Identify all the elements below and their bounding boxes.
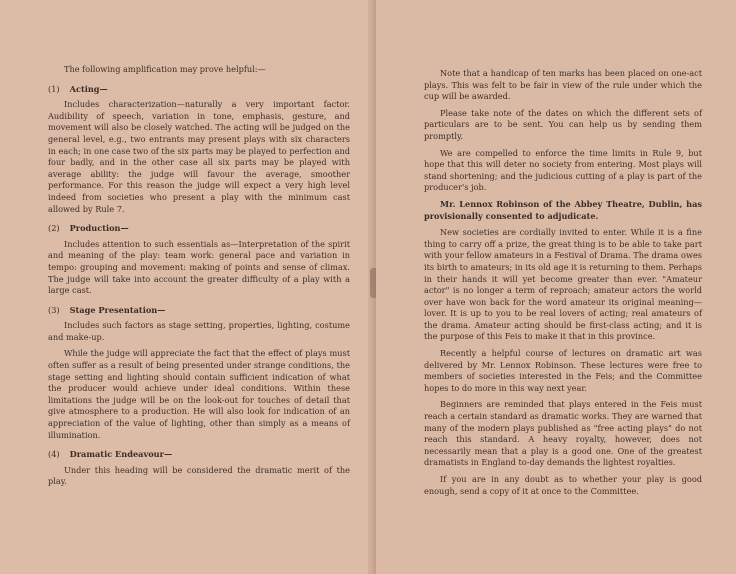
right-paragraph: Note that a handicap of ten marks has been placed on one-act plays. This was felt to be fair in view of the rule under which the cup will be awarded.	[424, 68, 702, 102]
section-number: (2)	[48, 223, 60, 234]
section-title: Stage Presentation—	[69, 304, 166, 315]
right-paragraph: Recently a helpful course of lectures on dramatic art was delivered by Mr. Lennox Robinson. These lectures were free to members of societies interested in the Feis; and the Committee hopes to do more in this way next year.	[424, 348, 702, 393]
section-paragraph: Under this heading will be considered the dramatic merit of the play.	[48, 464, 350, 487]
section-heading	[48, 305, 350, 317]
section-number: (1)	[48, 83, 60, 94]
right-paragraph: Please take note of the dates on which the different sets of particulars are to be sent. You can help us by sending them promptly.	[424, 107, 702, 141]
section-number: (3)	[48, 304, 60, 315]
section-title: Dramatic Endeavour—	[69, 449, 173, 460]
section-title: Production—	[69, 223, 129, 234]
section-number: (4)	[48, 449, 60, 460]
section-paragraph: Includes characterization—naturally a very important factor. Audibility of speech, variation in tone, emphasis, gesture, and movement will also be closely watched. The acting will be judged on the general level, e.g., two entrants may present plays with six characters in each; in one case two of the six parts may be played to perfection and four badly, and in the other case all six parts may be played with average ability: the judge will favour the average, smoother performance. For this reason the judge will expect a very high level indeed from societies who present a play with the minimum cast allowed by Rule 7.	[48, 99, 350, 214]
right-paragraph: New societies are cordially invited to enter. While it is a fine thing to carry off a prize, the great thing is to be able to take part with your fellow amateurs in a Festival of Drama. The drama owes its birth to amateurs; in its old age it is returning to them. Perhaps in their hands it will yet become greater than ever. "Amateur actor" is no longer a term of reproach; amateur actors the world over have won back for the word amateur its original meaning—lover. It is up to you to be real lovers of acting; real amateurs of the drama. Amateur acting should be first-class acting; and it is the purpose of this Feis to make it that in this province.	[424, 227, 702, 342]
section-paragraph: While the judge will appreciate the fact that the effect of plays must often suffer as a result of being presented under strange conditions, the stage setting and lighting should contain sufficient indication of what the producer would achieve under ideal conditions. Within these limitations the judge will be on the look-out for touches of detail that give atmosphere to a production. He will also look for indication of an appreciation of the value of lighting, other than simply as a means of illumination.	[48, 348, 350, 440]
section-production	[48, 223, 350, 297]
section-title: Acting—	[69, 83, 108, 94]
section-acting	[48, 84, 350, 216]
section-heading	[48, 84, 350, 96]
right-paragraph: We are compelled to enforce the time limits in Rule 9, but hope that this will deter no society from entering. Most plays will stand shortening; and the judicious cutting of a play is part of the producer's job.	[424, 147, 702, 193]
section-paragraph: Includes attention to such essentials as—Interpretation of the spirit and meaning of the play: team work: general pace and variation in tempo: grouping and movement: making of points and sense of climax. The judge will take into account the greater difficulty of a play with a large cast.	[48, 238, 350, 296]
intro-text: The following amplification may prove helpful:—	[64, 64, 266, 74]
right-page	[376, 0, 736, 574]
adjudicator-announcement: Mr. Lennox Robinson of the Abbey Theatre, Dublin, has provisionally consented to adjudicate.	[424, 198, 702, 221]
right-paragraph: Beginners are reminded that plays entered in the Feis must reach a certain standard as dramatic works. They are warned that many of the modern plays published as "free acting plays" do not reach this standard. A heavy royalty, however, does not necessarily mean that a play is a good one. One of the greatest dramatists in England to-day demands the lightest royalties.	[424, 399, 702, 468]
section-dramatic-endeavour	[48, 449, 350, 488]
right-paragraph: If you are in any doubt as to whether your play is good enough, send a copy of it at once to the Committee.	[424, 474, 702, 496]
section-heading	[48, 223, 350, 235]
section-paragraph: Includes such factors as stage setting, properties, lighting, costume and make-up.	[48, 320, 350, 342]
section-stage-presentation	[48, 305, 350, 442]
section-heading	[48, 449, 350, 461]
